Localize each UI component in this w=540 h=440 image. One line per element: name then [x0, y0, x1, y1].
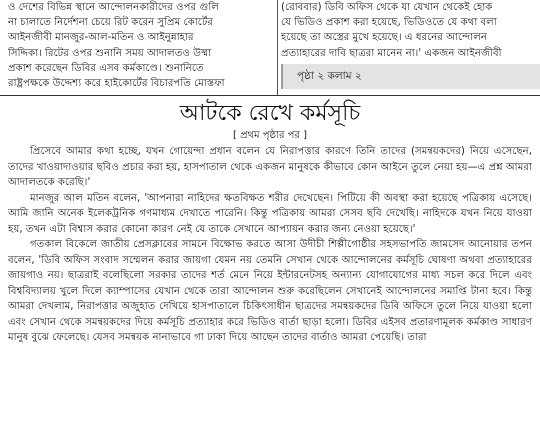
top-left-line-1: ও দেশের বিভিন্ন স্থানে আন্দোলনকারীদের ওপর গুলি: [8, 2, 219, 13]
top-right-line-1: (রোববার) ডিবি অফিস থেকে যা যেখান থেকেই হোক: [281, 2, 493, 13]
continued-from-label: [ প্রথম পৃষ্ঠার পর ]: [232, 130, 307, 141]
section-divider: [0, 95, 540, 96]
top-right-line-4: প্রত্যাহারের দাবি ছাত্ররা মানেন না।' একজন আইনজীবী: [281, 47, 502, 59]
article-paragraph-3: গতকাল বিকেলে জাতীয় প্রেসক্লাবের সামনে বিক্ষোভ করতে আসা উদীচী শিল্পীগোষ্ঠীর সহসভাপতি জামসেদ আনোয়ার তপন বলেন, 'ডিবি অফিস সংবাদ সম্মেলন করার জায়গা যেমন নয় তেমনি সেখান থেকে আন্দোলনের কর্মসূচি ঘোষণা অথবা প্রত্যাহারের জায়গাও নয়। ছাত্ররাই বলেছিলো সরকার তাদের শর্ত মেনে নিয়ে ইন্টারনেটসহ অন্যান্য যোগাযোগের মাধ্য সচল করে দিলে এবং বিশ্ববিদ্যালয় খুলে দিলে ক্যাম্পাসের যেখান থেকে তারা আন্দোলন শুরু করেছিলেন সেখানেই আন্দোলনের সমাপ্তি টানা হবে। কিন্তু আমরা দেখলাম, নিরাপত্তার অজুহাত দেখিয়ে হাসপাতালে চিকিৎসাধীন ছাত্রদের সমন্বয়কদের ডিবি অফিসে তুলে নিয়ে যাওয়া হলো এবং সেখান থেকে সমন্বয়কদের দিয়ে কর্মসূচি প্রত্যাহার করে ভিডিও বার্তা ছাড়া হলো। ডিবির এইসব প্রতারণামূলক কর্মকাণ্ড সাধারণ মানুষ বুঝে ফেলেছে। যেসব সমন্বয়ক নানাভাবে গা ঢাকা দিয়ে আছেন তাদের বার্তাও আমরা পেয়েছি। তারা: [8, 239, 532, 343]
column-divider: [277, 0, 278, 95]
article-headline: আটকে রেখে কর্মসূচি: [179, 101, 361, 126]
top-left-column: [8, 0, 274, 91]
page-jump-box: পৃষ্ঠা ২ কলাম ২: [281, 64, 540, 89]
article-body: [8, 144, 532, 346]
top-right-column: [281, 0, 535, 61]
top-left-line-4: সিদ্দিকা। রিটের ওপর শুনানি সময় আদালতও উষ্মা: [8, 47, 212, 59]
top-right-line-2: যে ভিডিও প্রকাশ করা হয়েছে, ভিডিওতে যে কথা বলা: [281, 17, 497, 29]
top-left-line-5: প্রকাশ করেছেন ডিবির এসব কর্মকাণ্ডে। শুনানিতে: [8, 62, 204, 74]
top-left-line-6: রাষ্ট্রপক্ষকে উদ্দেশ্য করে হাইকোর্টের বিচারপতি মোস্তফা: [8, 78, 225, 90]
top-left-line-3: আইনজীবী মানজুর-আল-মতিন ও আইনুন্নাহার: [8, 32, 194, 44]
article-paragraph-2: মানজুর আল মতিন বলেন, 'আপনারা নাহিদের ক্ষতবিক্ষত শরীর দেখেছেন। পিটিয়ে কী অবস্থা করা হয়েছে পত্রিকায় এসেছে। আমি জানি অনেক ইলেকট্রনিক গণমাধ্যম দেখাতে পারেনি। কিন্তু পত্রিকায় আমরা সেসব ছবি দেখেছি। নাহিদকে যখন নিয়ে যাওয়া হয়, তখন এটা বিশ্বাস করার কোনো কারণ নেই যে তাকে সেখানে আপ্যায়ন করার জন্য নেওয়া হয়েছে।': [8, 192, 532, 235]
top-right-line-3: হয়েছে তা অস্ত্রের মুখে হয়েছে। এ ধরনের আন্দোলন: [281, 32, 487, 44]
top-left-line-2: না চালাতে নির্দেশনা চেয়ে রিট করেন সুপ্রিম কোর্টের: [8, 17, 214, 29]
article-paragraph-1: প্রিসেবে আমার কথা হচ্ছে, যখন গোয়েন্দা প্রধান বলেন যে নিরাপত্তার কারণে তিনি তাদের (সমন্বয়কদের) নিয়ে এসেছেন, তাদের খাওয়াদাওয়ার ছবিও প্রচার করা হয়, হাসপাতাল থেকে একজন মানুষকে কীভাবে কোন আইনে তুলে নেয়া হয়—এ প্রশ্ন আমরা আদালতকে করেছি।': [8, 146, 532, 188]
